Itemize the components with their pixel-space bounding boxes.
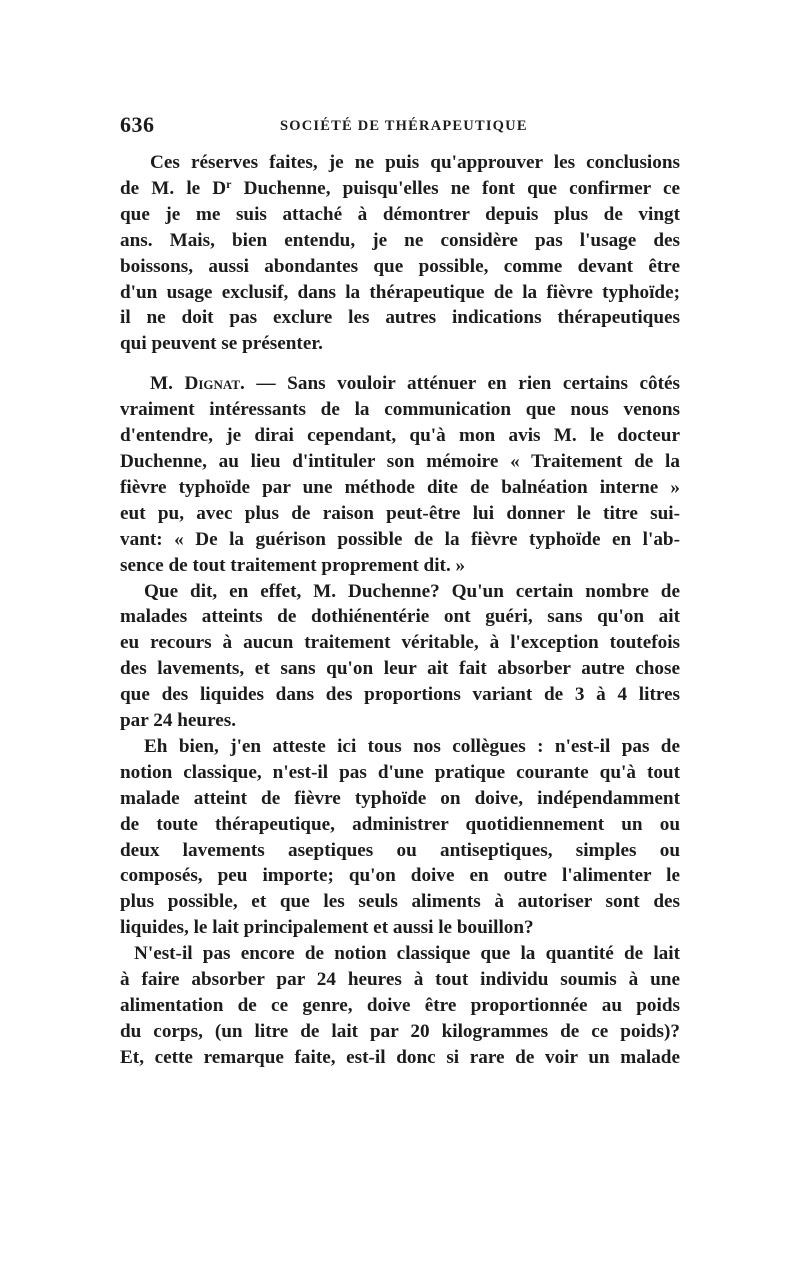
text-line: que des liquides dans des proportions variant de 3 à 4 litres: [120, 684, 680, 706]
paragraph-gap: [120, 357, 680, 371]
text-line: des lavements, et sans qu'on leur ait fait absorber autre chose: [120, 658, 680, 680]
text-line: eu recours à aucun traitement véritable, à l'exception toutefois: [120, 632, 680, 654]
text-line: vraiment intéressants de la communication que nous venons: [120, 399, 680, 421]
text-line: Que dit, en effet, M. Duchenne? Qu'un certain nombre de: [144, 580, 680, 602]
superscript: r: [226, 176, 232, 191]
text-line: que je me suis attaché à démontrer depuis plus de vingt: [120, 203, 680, 225]
paragraph: [120, 150, 680, 357]
text-line: Eh bien, j'en atteste ici tous nos collègues : n'est-il pas de: [144, 735, 680, 757]
text-line: malade atteint de fièvre typhoïde on doive, indépendamment: [120, 787, 680, 809]
text-line: d'entendre, je dirai cependant, qu'à mon avis M. le docteur: [120, 425, 680, 447]
text-line: N'est-il pas encore de notion classique que la quantité de lait: [134, 943, 680, 965]
text-line: qui peuvent se présenter.: [120, 333, 323, 355]
speaker-name: M. Dignat.: [150, 373, 245, 395]
paragraph: [120, 579, 680, 734]
text-line: alimentation de ce genre, doive être proportionnée au poids: [120, 995, 680, 1016]
text-fragment: Duchenne, puisqu'elles ne font que confirmer ce: [231, 177, 680, 199]
text-line: notion classique, n'est-il pas d'une pratique courante qu'à tout: [120, 761, 680, 783]
text-line: [120, 371, 680, 397]
text-fragment: — Sans vouloir atténuer en rien certains côtés: [244, 373, 681, 395]
paragraph: [120, 371, 680, 578]
text-line: par 24 heures.: [120, 710, 237, 732]
text-line: [120, 176, 680, 202]
text-line: fièvre typhoïde par une méthode dite de balnéation interne »: [120, 476, 680, 498]
text-line: malades atteints de dothiénentérie ont guéri, sans qu'on ait: [120, 606, 680, 628]
text-line: ans. Mais, bien entendu, je ne considère pas l'usage des: [120, 229, 680, 251]
text-line: sence de tout traitement proprement dit. »: [120, 554, 466, 576]
page-number: 636: [120, 112, 155, 137]
text-line: Ces réserves faites, je ne puis qu'approuver les conclusions: [150, 152, 680, 173]
text-line: il ne doit pas exclure les autres indications thérapeutiques: [120, 307, 680, 329]
text-line: eut pu, avec plus de raison peut-être lui donner le titre sui-: [120, 502, 680, 524]
running-title: SOCIÉTÉ DE THÉRAPEUTIQUE: [280, 118, 528, 134]
paragraph: [120, 734, 680, 941]
body-text: [120, 150, 680, 1071]
text-fragment: de M. le D: [120, 177, 227, 199]
text-line: vant: « De la guérison possible de la fièvre typhoïde en l'ab-: [120, 528, 680, 550]
text-line: Et, cette remarque faite, est-il donc si rare de voir un malade: [120, 1046, 680, 1068]
page-header: [120, 112, 680, 142]
text-line: plus possible, et que les seuls aliments à autoriser sont des: [120, 891, 680, 913]
text-line: du corps, (un litre de lait par 20 kilogrammes de ce poids)?: [120, 1020, 680, 1042]
paragraph: [120, 941, 680, 1071]
text-line: de toute thérapeutique, administrer quotidiennement un ou: [120, 813, 680, 835]
text-line: d'un usage exclusif, dans la thérapeutique de la fièvre typhoïde;: [120, 281, 680, 303]
text-line: à faire absorber par 24 heures à tout individu soumis à une: [120, 969, 680, 991]
text-line: boissons, aussi abondantes que possible, comme devant être: [120, 255, 680, 277]
text-line: deux lavements aseptiques ou antiseptiques, simples ou: [120, 839, 680, 861]
text-line: liquides, le lait principalement et aussi le bouillon?: [120, 917, 534, 939]
text-line: composés, peu importe; qu'on doive en outre l'alimenter le: [120, 865, 680, 887]
text-line: Duchenne, au lieu d'intituler son mémoire « Traitement de la: [120, 450, 680, 472]
